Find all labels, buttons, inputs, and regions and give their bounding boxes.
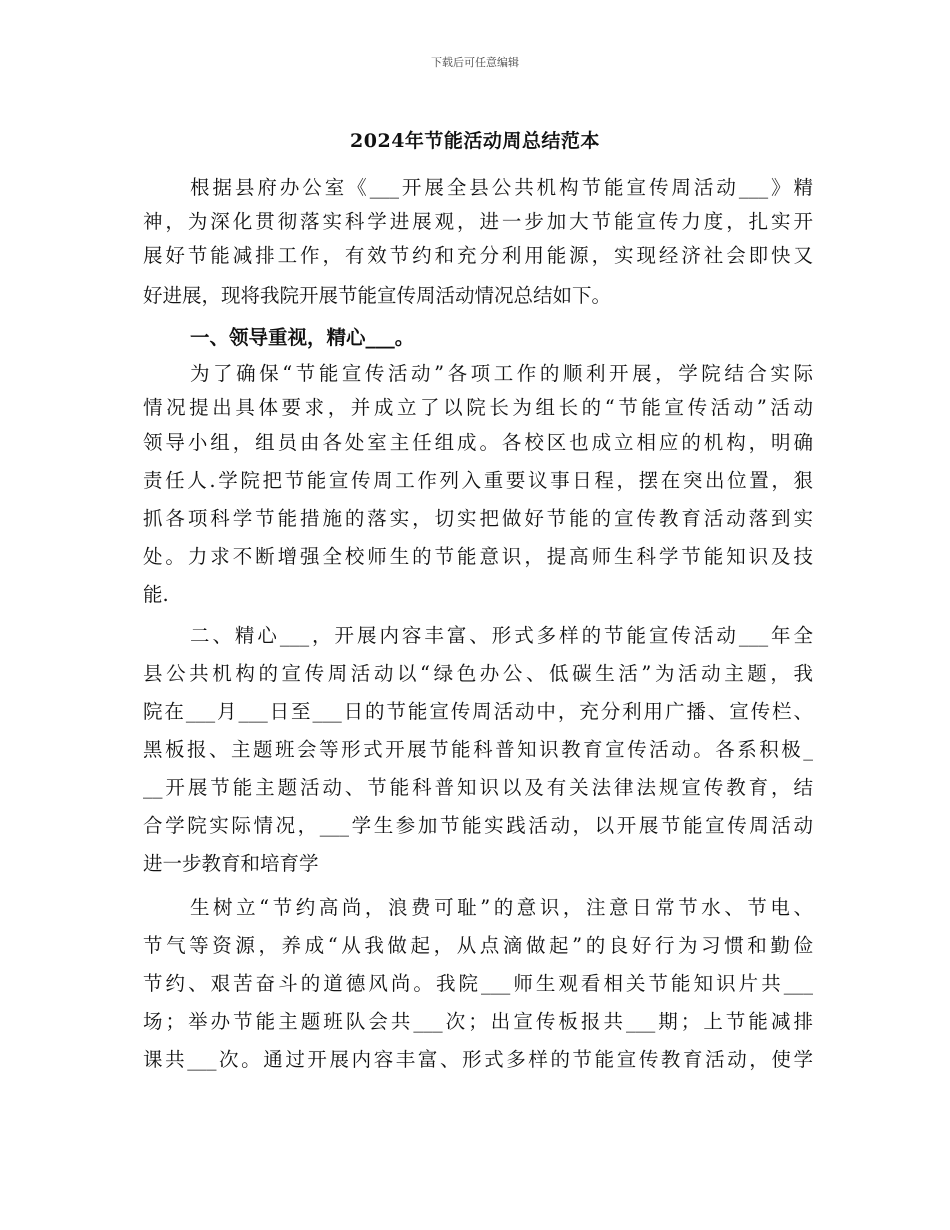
paragraph-line: 场；举办节能主题班队会共___次；出宣传板报共___期；上节能减排 bbox=[143, 1010, 813, 1033]
paragraph-line: 院在___月___日至___日的节能宣传周活动中，充分利用广播、宣传栏、 bbox=[143, 700, 813, 723]
paragraph-line: 为了确保“节能宣传活动”各项工作的顺利开展，学院结合实际 bbox=[190, 362, 813, 385]
paragraph-line: 责任人.学院把节能宣传周工作列入重要议事日程，摆在突出位置，狠 bbox=[143, 469, 813, 492]
paragraph-line: 好进展，现将我院开展节能宣传周活动情况总结如下。 bbox=[143, 284, 612, 307]
paragraph-line: 生树立“节约高尚，浪费可耻”的意识，注意日常节水、节电、 bbox=[190, 896, 813, 919]
paragraph-line: 课共___次。通过开展内容丰富、形式多样的节能宣传教育活动，使学 bbox=[143, 1048, 813, 1071]
paragraph-line: 节约、艰苦奋斗的道德风尚。我院___师生观看相关节能知识片共___ bbox=[143, 972, 813, 995]
paragraph-line: 神，为深化贯彻落实科学进展观，进一步加大节能宣传力度，扎实开 bbox=[143, 210, 813, 233]
paragraph-line: 能. bbox=[143, 583, 169, 606]
section-heading: 一、领导重视，精心___。 bbox=[190, 326, 415, 349]
header-note: 下载后可任意编辑 bbox=[431, 56, 519, 69]
paragraph-line: 合学院实际情况，___学生参加节能实践活动，以开展节能宣传周活动 bbox=[143, 814, 813, 837]
paragraph-line: 二、精心___，开展内容丰富、形式多样的节能宣传活动___年全 bbox=[190, 624, 813, 647]
paragraph-line: 节气等资源，养成“从我做起，从点滴做起”的良好行为习惯和勤俭 bbox=[143, 934, 813, 957]
paragraph-line: 领导小组，组员由各处室主任组成。各校区也成立相应的机构，明确 bbox=[143, 431, 813, 454]
paragraph-line: 情况提出具体要求，并成立了以院长为组长的“节能宣传活动”活动 bbox=[143, 396, 813, 419]
paragraph-line: __开展节能主题活动、节能科普知识以及有关法律法规宣传教育，结 bbox=[143, 776, 813, 799]
paragraph-line: 县公共机构的宣传周活动以“绿色办公、低碳生活”为活动主题，我 bbox=[143, 662, 813, 685]
paragraph-line: 处。力求不断增强全校师生的节能意识，提高师生科学节能知识及技 bbox=[143, 545, 813, 568]
paragraph-line: 展好节能减排工作，有效节约和充分利用能源，实现经济社会即快又 bbox=[143, 244, 813, 267]
paragraph-line: 根据县府办公室《___开展全县公共机构节能宣传周活动___》精 bbox=[190, 176, 813, 199]
paragraph-line: 进一步教育和培育学 bbox=[143, 852, 319, 875]
paragraph-line: 黑板报、主题班会等形式开展节能科普知识教育宣传活动。各系积极_ bbox=[143, 738, 813, 761]
document-title: 2024年节能活动周总结范本 bbox=[350, 130, 600, 152]
paragraph-line: 抓各项科学节能措施的落实，切实把做好节能的宣传教育活动落到实 bbox=[143, 507, 813, 530]
